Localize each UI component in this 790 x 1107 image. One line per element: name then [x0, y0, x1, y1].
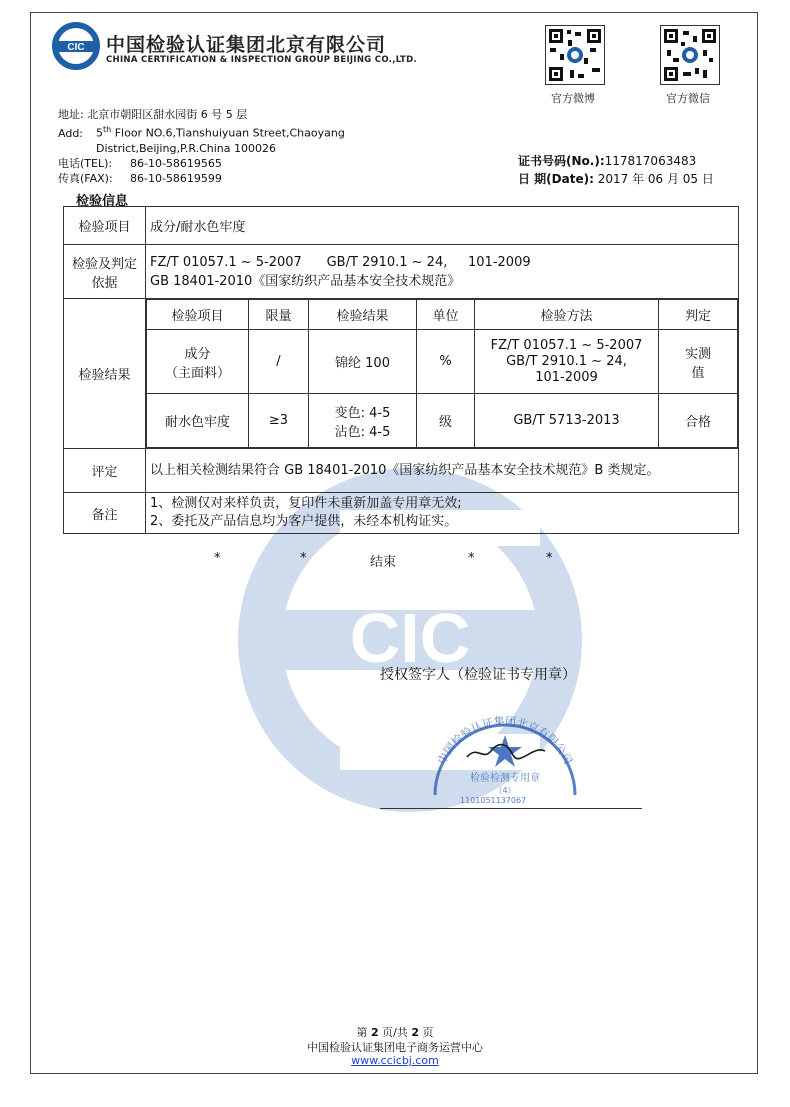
header-result: 检验结果	[309, 300, 417, 330]
notes-label: 备注	[64, 493, 146, 534]
result-table	[146, 299, 738, 448]
cic-logo-icon	[52, 22, 100, 70]
weibo-caption: 官方微博	[551, 92, 595, 105]
note-1: 1、检测仅对来样负责，复印件未重新加盖专用章无效;	[150, 496, 462, 511]
company-name-cn: 中国检验认证集团北京有限公司	[106, 34, 387, 56]
wechat-qr-code	[660, 25, 720, 85]
address-en-floor-suffix: th	[103, 125, 112, 134]
row1-limit: /	[249, 330, 309, 394]
weibo-qr-code	[545, 25, 605, 85]
evaluation-value: 以上相关检测结果符合 GB 18401-2010《国家纺织产品基本安全技术规范》B 类规定。	[146, 449, 739, 493]
header-limit: 限量	[249, 300, 309, 330]
end-star-2: *	[300, 551, 307, 566]
basis-label: 检验及判定依据	[64, 245, 146, 299]
row1-item: 成分 （主面料）	[147, 330, 249, 394]
basis-line-1: FZ/T 01057.1 ~ 5-2007 GB/T 2910.1 ~ 24, 101-2009	[150, 254, 531, 270]
end-text: 结束	[370, 555, 397, 570]
cert-date-value: 2017 年 06 月 05 日	[597, 172, 714, 186]
address-en-floor: 5	[96, 126, 103, 140]
wechat-caption: 官方微信	[666, 92, 710, 105]
watermark-text: CIC	[349, 599, 471, 677]
row2-unit: 级	[417, 394, 475, 448]
authorized-signatory-label: 授权签字人（检验证书专用章）	[380, 667, 576, 683]
certificate-info	[518, 152, 714, 188]
seal-code: 1101051137067	[460, 796, 527, 805]
inspection-table	[63, 206, 739, 534]
seal-text: 中国检验认证集团北京有限公司	[435, 714, 575, 767]
page-number: 第 2 页/共 2 页	[356, 1026, 434, 1039]
row2-item: 耐水色牢度	[147, 394, 249, 448]
section-title: 检验信息	[76, 194, 129, 209]
cert-no-value: 117817063483	[604, 154, 697, 168]
row2-result: 变色: 4-5 沾色: 4-5	[309, 394, 417, 448]
inspection-seal-stamp	[425, 695, 585, 799]
header-item: 检验项目	[147, 300, 249, 330]
fax-label: 传真(FAX):	[58, 171, 113, 185]
address-block	[58, 107, 345, 186]
result-cell	[146, 299, 739, 449]
notes-value	[146, 493, 739, 534]
basis-line-2: GB 18401-2010《国家纺织产品基本安全技术规范》	[150, 273, 461, 289]
item-value: 成分/耐水色牢度	[146, 207, 739, 245]
seal-subtext: 检验检测专用章	[470, 773, 540, 784]
seal-number: （4）	[494, 786, 516, 795]
footer-link-wrap	[0, 1054, 790, 1067]
row2-limit: ≥3	[249, 394, 309, 448]
fax-value: 86-10-58619599	[130, 171, 222, 185]
header-method: 检验方法	[475, 300, 659, 330]
header-judge: 判定	[659, 300, 738, 330]
row2-method: GB/T 5713-2013	[475, 394, 659, 448]
header-unit: 单位	[417, 300, 475, 330]
table-row	[147, 394, 738, 448]
logo-text: CIC	[67, 42, 85, 53]
cert-no-label: 证书号码(No.):	[518, 154, 605, 168]
company-name-en: CHINA CERTIFICATION & INSPECTION GROUP BEIJING CO.,LTD.	[106, 55, 418, 65]
row1-unit: %	[417, 330, 475, 394]
item-label: 检验项目	[64, 207, 146, 245]
footer-organization: 中国检验认证集团电子商务运营中心	[307, 1041, 483, 1054]
row2-judge: 合格	[659, 394, 738, 448]
end-star-1: *	[214, 551, 221, 566]
seal-star-icon	[488, 735, 522, 767]
note-2: 2、委托及产品信息均为客户提供，未经本机构证实。	[150, 514, 458, 529]
row1-result: 锦纶 100	[309, 330, 417, 394]
address-cn-value: 北京市朝阳区甜水园街 6 号 5 层	[87, 108, 248, 121]
signature-line	[380, 808, 642, 809]
row1-method: FZ/T 01057.1 ~ 5-2007 GB/T 2910.1 ~ 24, 101-2009	[475, 330, 659, 394]
tel-label: 电话(TEL):	[58, 156, 113, 170]
end-star-4: *	[546, 551, 553, 566]
tel-value: 86-10-58619565	[130, 156, 222, 170]
address-en-line2: District,Beijing,P.R.China 100026	[96, 141, 277, 155]
cert-date-label: 日 期(Date):	[518, 172, 594, 186]
end-star-3: *	[468, 551, 475, 566]
evaluation-label: 评定	[64, 449, 146, 493]
website-link[interactable]: www.ccicbj.com	[351, 1054, 439, 1067]
address-en-label: Add:	[58, 126, 84, 140]
table-row	[147, 330, 738, 394]
row1-judge: 实测 值	[659, 330, 738, 394]
address-en-line1: Floor NO.6,Tianshuiyuan Street,Chaoyang	[111, 126, 345, 140]
basis-value	[146, 245, 739, 299]
address-cn-label: 地址:	[58, 108, 84, 121]
result-label: 检验结果	[64, 299, 146, 449]
